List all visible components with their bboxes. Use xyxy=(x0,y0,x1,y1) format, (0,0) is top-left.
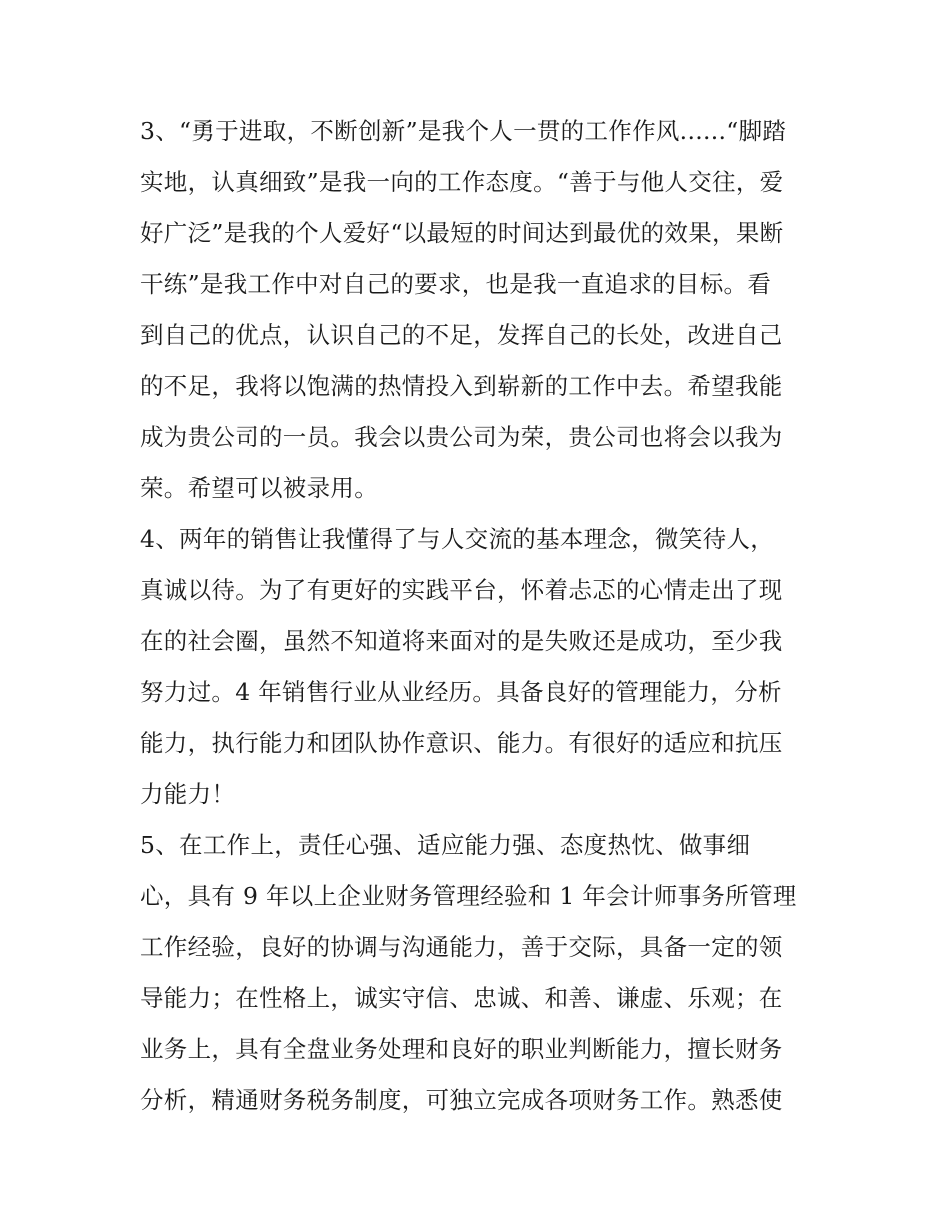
text-line: 在的社会圈，虽然不知道将来面对的是失败还是成功，至少我 xyxy=(140,627,783,655)
text-line: 的不足，我将以饱满的热情投入到崭新的工作中去。希望我能 xyxy=(140,372,783,400)
text-line: 努力过。4 年销售行业从业经历。具备良好的管理能力，分析 xyxy=(140,678,782,706)
text-line: 真诚以待。为了有更好的实践平台，怀着忐忑的心情走出了现 xyxy=(140,576,783,604)
text-line: 工作经验，良好的协调与沟通能力，善于交际，具备一定的领 xyxy=(140,933,783,961)
text-line: 能力，执行能力和团队协作意识、能力。有很好的适应和抗压 xyxy=(140,729,783,757)
text-line: 分析，精通财务税务制度，可独立完成各项财务工作。熟悉使 xyxy=(140,1086,783,1114)
text-line: 4、两年的销售让我懂得了与人交流的基本理念，微笑待人， xyxy=(140,525,775,553)
text-line: 成为贵公司的一员。我会以贵公司为荣，贵公司也将会以我为 xyxy=(140,423,783,451)
text-line: 导能力；在性格上，诚实守信、忠诚、和善、谦虚、乐观；在 xyxy=(140,984,783,1012)
text-line: 力能力！ xyxy=(140,780,236,808)
text-line: 业务上，具有全盘业务处理和良好的职业判断能力，擅长财务 xyxy=(140,1035,783,1063)
text-line: 5、在工作上，责任心强、适应能力强、态度热忱、做事细 xyxy=(140,831,751,859)
text-line: 干练”是我工作中对自己的要求，也是我一直追求的目标。看 xyxy=(140,270,772,298)
text-line: 实地，认真细致”是我一向的工作态度。“善于与他人交往，爱 xyxy=(140,168,784,196)
text-line: 心，具有 9 年以上企业财务管理经验和 1 年会计师事务所管理 xyxy=(140,882,797,910)
text-line: 荣。希望可以被录用。 xyxy=(140,474,378,502)
text-line: 好广泛”是我的个人爱好“以最短的时间达到最优的效果，果断 xyxy=(140,219,784,247)
text-line: 到自己的优点，认识自己的不足，发挥自己的长处，改进自己 xyxy=(140,321,783,349)
document-body xyxy=(140,106,820,1126)
text-line: 3、“勇于进取，不断创新”是我个人一贯的工作作风......“脚踏 xyxy=(140,117,787,145)
